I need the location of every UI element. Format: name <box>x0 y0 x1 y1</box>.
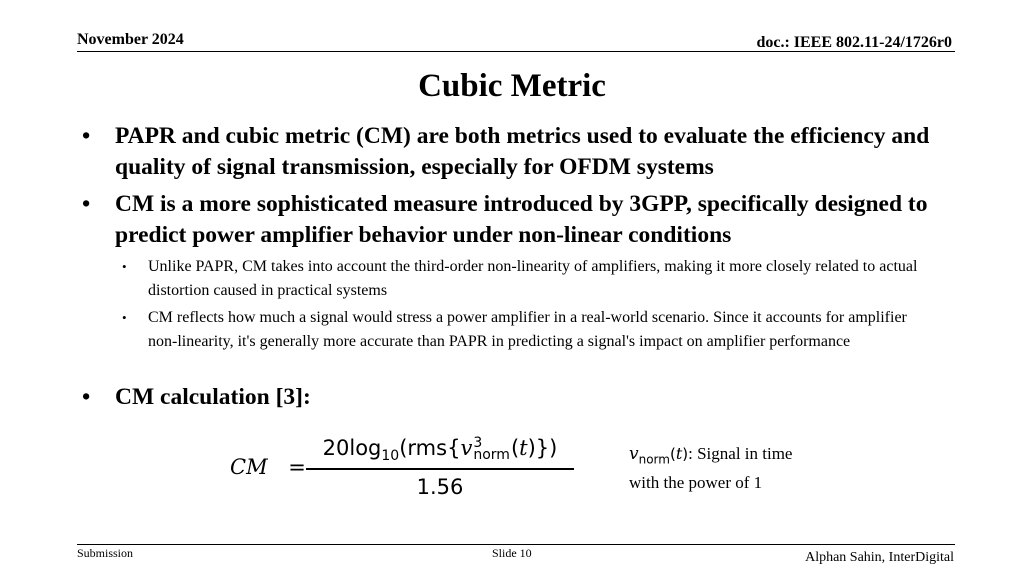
footer-submission: Submission <box>77 546 134 560</box>
formula-lhs <box>230 455 306 479</box>
fraction-bar <box>306 468 574 470</box>
footer-rule <box>77 544 955 545</box>
bullet-text: CM reflects how much a signal would stress a power amplifier in a real-world scenario. Since it accounts for amplifier non-linearity, it's generally more accurate than PAPR in predicting a signal's impact on amplifier performance <box>148 309 907 350</box>
formula-log-base: 10 <box>381 448 400 465</box>
bullet-level2 <box>122 255 922 303</box>
footer-slide-number: Slide 10 <box>492 546 532 560</box>
formula-sub: norm <box>473 447 510 463</box>
header-rule <box>77 51 955 52</box>
bullet-level2 <box>122 306 922 354</box>
note-text-line1: : Signal in time <box>688 444 793 463</box>
formula-var: v <box>460 436 473 460</box>
bullet-text: CM calculation [3]: <box>115 384 311 410</box>
bullet-dot: • <box>82 384 91 410</box>
formula-numerator: $20\log_{10}(rms\{v$ 3 norm (t)}) <box>322 435 558 465</box>
formula-note: $v_{norm}(t)$: Signal in time with the power of 1 <box>629 442 849 494</box>
footer-author: Alphan Sahin, InterDigital <box>805 550 954 565</box>
formula-equals: = <box>288 455 306 479</box>
bullet-level1 <box>82 189 952 251</box>
bullet-dot: • <box>82 191 91 217</box>
note-text-line2: with the power of 1 <box>629 473 763 493</box>
bullet-dot: • <box>122 259 127 274</box>
bullet-text: Unlike PAPR, CM takes into account the third-order non-linearity of amplifiers, making it more closely related to actual distortion caused in practical systems <box>148 258 918 299</box>
note-sub: norm <box>638 452 670 467</box>
bullet-dot: • <box>82 123 91 149</box>
bullet-text: CM is a more sophisticated measure introduced by 3GPP, specifically designed to predict power amplifier behavior under non-linear conditions <box>115 191 928 248</box>
formula-arg: t <box>519 436 528 460</box>
note-arg: t <box>675 444 683 463</box>
bullet-dot: • <box>122 310 127 325</box>
formula-lhs-symbol: CM <box>230 455 268 479</box>
bullet-text: PAPR and cubic metric (CM) are both metrics used to evaluate the efficiency and quality of signal transmission, especially for OFDM systems <box>115 123 930 180</box>
header-date: November 2024 <box>77 31 184 48</box>
formula-rms: rms <box>407 436 448 460</box>
formula-denominator: 1.56 <box>416 475 464 499</box>
bullet-level1 <box>82 382 952 413</box>
formula-power: 3 <box>473 435 483 451</box>
header-doc-id: doc.: IEEE 802.11-24/1726r0 <box>756 34 952 51</box>
bullet-level1 <box>82 121 952 183</box>
formula-coef: 20log <box>322 436 382 460</box>
slide-title: Cubic Metric <box>418 68 606 104</box>
note-var: v <box>629 444 639 464</box>
